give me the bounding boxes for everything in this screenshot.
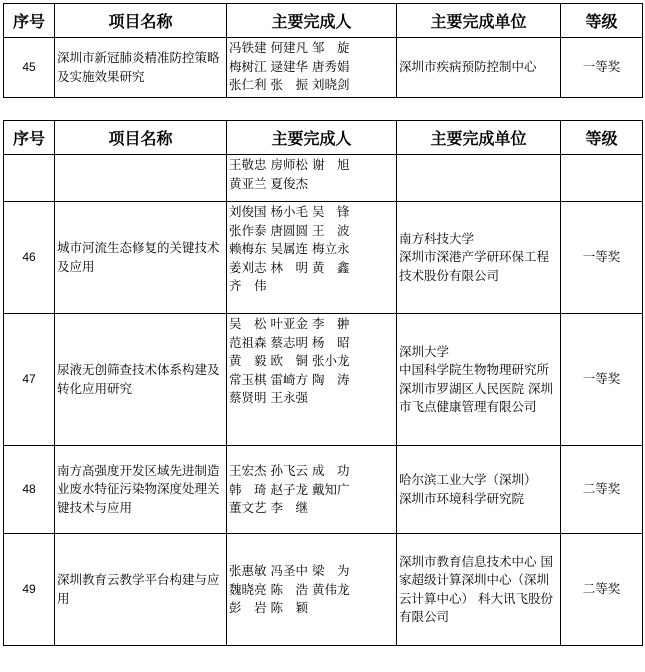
- completers-line: 张惠敏 冯圣中 梁 为: [229, 563, 350, 579]
- row-number: 45: [4, 38, 55, 98]
- completers-line: 吴 松 叶亚金 李 翀: [229, 316, 350, 331]
- completers-line: 董文艺 李 继: [229, 500, 308, 516]
- row-number: 46: [4, 202, 55, 314]
- header-unit: 主要完成单位: [397, 121, 561, 155]
- header-unit: 主要完成单位: [397, 4, 561, 38]
- header-project: 项目名称: [55, 4, 227, 38]
- completers-line: 蔡贤明 王永强: [229, 390, 308, 405]
- header-no: 序号: [4, 121, 55, 155]
- row-number: 49: [4, 534, 55, 646]
- completers-line: 范祖森 蔡志明 杨 昭: [229, 334, 350, 350]
- award-grade: 一等奖: [561, 202, 643, 314]
- completers: [227, 314, 397, 446]
- project-name: 南方高强度开发区域先进制造业废水特征污染物深度处理关键技术与应用: [55, 446, 227, 534]
- award-grade: [561, 155, 643, 202]
- unit-name: 深圳市深港产学研环保工程技术股份有限公司: [399, 249, 550, 283]
- completers-line: 魏晓亮 陈 浩 黄伟龙: [229, 581, 350, 597]
- table-row: [4, 155, 643, 202]
- completers-line: 冯铁建 何建凡 邹 旋: [229, 40, 350, 55]
- header-no: 序号: [4, 4, 55, 38]
- award-grade: 一等奖: [561, 314, 643, 446]
- header-people: 主要完成人: [227, 121, 397, 155]
- unit-name: 深圳市教育信息技术中心: [399, 553, 537, 569]
- table-row: [4, 534, 643, 646]
- completers-line: 韩 琦 赵子龙 戴知广: [229, 481, 350, 497]
- completing-units: [397, 534, 561, 646]
- completing-units: [397, 202, 561, 314]
- unit-name: 深圳市疾病预防控制中心: [399, 59, 537, 75]
- completers: [227, 446, 397, 534]
- completers-line: 王宏杰 孙飞云 成 功: [229, 463, 350, 479]
- project-name: 深圳市新冠肺炎精准防控策略及实施效果研究: [55, 38, 227, 98]
- completers-line: 黄亚兰 夏俊杰: [229, 175, 308, 191]
- unit-name: 南方科技大学: [399, 230, 475, 246]
- header-row: [4, 4, 643, 38]
- header-project: 项目名称: [55, 121, 227, 155]
- completers-line: 张作泰 唐圆圆 王 波: [229, 222, 350, 238]
- unit-name: 深圳大学: [399, 343, 450, 359]
- header-grade: 等级: [561, 121, 643, 155]
- unit-name: 深圳市罗湖区人民医院: [399, 380, 525, 396]
- table-row: [4, 38, 643, 98]
- row-number: 48: [4, 446, 55, 534]
- completers-line: 齐 伟: [229, 278, 267, 293]
- unit-name: 深圳市环境科学研究院: [399, 490, 525, 506]
- unit-name: 国家超级计算深圳中心（深圳云计算中心）: [399, 553, 554, 606]
- completing-units: [397, 314, 561, 446]
- unit-name: 科大讯飞股份有限公司: [399, 590, 554, 624]
- completers-line: 姜刈志 林 明 黄 鑫: [229, 259, 350, 275]
- completers-line: 梅树江 逯建华 唐秀娟: [229, 58, 350, 74]
- unit-name: 哈尔滨工业大学（深圳）: [399, 472, 537, 487]
- completing-units: [397, 155, 561, 202]
- completers: [227, 38, 397, 98]
- header-row: [4, 121, 643, 155]
- award-grade: 二等奖: [561, 534, 643, 646]
- completers: [227, 202, 397, 314]
- completers-line: 彭 岩 陈 颖: [229, 600, 308, 616]
- unit-name: 深圳市飞点健康管理有限公司: [399, 380, 554, 414]
- completers-line: 刘俊国 杨小毛 吴 锋: [229, 204, 350, 219]
- unit-name: 中国科学院生物物理研究所: [399, 362, 550, 377]
- completing-units: [397, 446, 561, 534]
- table-row: [4, 202, 643, 314]
- completers: [227, 155, 397, 202]
- award-grade: 二等奖: [561, 446, 643, 534]
- row-number: 47: [4, 314, 55, 446]
- header-people: 主要完成人: [227, 4, 397, 38]
- completers-line: 王敬忠 房师松 谢 旭: [229, 157, 350, 172]
- completers-line: 常玉棋 雷崎方 陶 涛: [229, 371, 350, 387]
- table-row: [4, 314, 643, 446]
- completers-line: 张仁利 张 振 刘晓剑: [229, 77, 350, 92]
- project-name: 尿液无创筛查技术体系构建及转化应用研究: [55, 314, 227, 446]
- award-table-top: [3, 3, 643, 98]
- completers: [227, 534, 397, 646]
- table-row: [4, 446, 643, 534]
- award-grade: 一等奖: [561, 38, 643, 98]
- row-number: [4, 155, 55, 202]
- project-name: [55, 155, 227, 202]
- project-name: 深圳教育云教学平台构建与应用: [55, 534, 227, 646]
- completers-line: 黄 毅 欧 铜 张小龙: [229, 353, 350, 368]
- completers-line: 赖梅东 吴属连 梅立永: [229, 241, 350, 256]
- header-grade: 等级: [561, 4, 643, 38]
- project-name: 城市河流生态修复的关键技术及应用: [55, 202, 227, 314]
- award-table-bottom: [3, 120, 643, 646]
- completing-units: [397, 38, 561, 98]
